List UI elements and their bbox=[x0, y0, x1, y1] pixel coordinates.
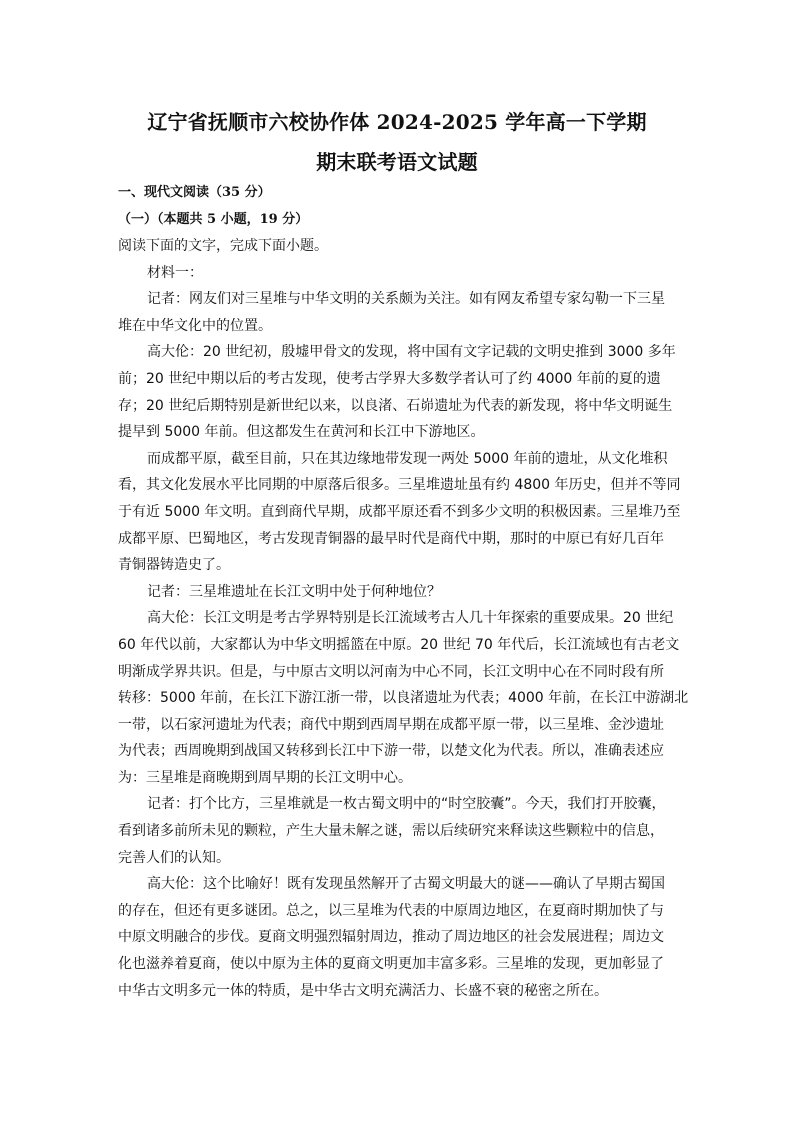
passage-line: 60 年代以前，大家都认为中华文明摇篮在中原。20 世纪 70 年代后，长江流域也有古老文 bbox=[118, 636, 680, 653]
passage-line: 明渐成学界共识。但是，与中原古文明以河南为中心不同，长江文明中心在不同时段有所 bbox=[118, 663, 664, 680]
passage-line: 看，其文化发展水平比同期的中原落后很多。三星堆遗址虽有约 4800 年历史，但并不等同 bbox=[118, 477, 681, 494]
passage-line: 高大伦：20 世纪初，殷墟甲骨文的发现，将中国有文字记载的文明史推到 3000 多年 bbox=[147, 344, 676, 361]
passage-line: 记者：网友们对三星堆与中华文明的关系颇为关注。如有网友希望专家勾勒一下三星 bbox=[147, 291, 665, 308]
passage-line: 完善人们的认知。 bbox=[118, 849, 230, 866]
passage-line: 记者：打个比方，三星堆就是一枚古蜀文明中的“时空胶囊”。今天，我们打开胶囊， bbox=[147, 796, 666, 813]
passage-line: 而成都平原，截至目前，只在其边缘地带发现一两处 5000 年前的遗址，从文化堆积 bbox=[147, 450, 668, 467]
passage-line: 的存在，但还有更多谜团。总之，以三星堆为代表的中原周边地区，在夏商时期加快了与 bbox=[118, 902, 664, 919]
passage-line: 于有近 5000 年文明。直到商代早期，成都平原还看不到多少文明的积极因素。三星堆乃至 bbox=[118, 503, 681, 520]
passage-line: 阅读下面的文字，完成下面小题。 bbox=[118, 238, 328, 254]
passage-line: 看到诸多前所未见的颗粒，产生大量未解之谜，需以后续研究来释读这些颗粒中的信息， bbox=[118, 823, 664, 840]
passage-line: 成都平原、巴蜀地区，考古发现青铜器的最早时代是商代中期，那时的中原已有好几百年 bbox=[118, 530, 664, 547]
passage-line: 前；20 世纪中期以后的考古发现，使考古学界大多数学者认可了约 4000 年前的夏的遗 bbox=[118, 370, 661, 387]
passage-line: 存；20 世纪后期特别是新世纪以来，以良渚、石峁遗址为代表的新发现，将中华文明诞生 bbox=[118, 397, 673, 414]
passage-line: 化也滋养着夏商，使以中原为主体的夏商文明更加丰富多彩。三星堆的发现，更加彰显了 bbox=[118, 956, 664, 973]
passage-line: 提早到 5000 年前。但这都发生在黄河和长江中下游地区。 bbox=[118, 424, 485, 441]
passage-line: 中华古文明多元一体的特质，是中华古文明充满活力、长盛不衰的秘密之所在。 bbox=[118, 982, 608, 999]
section-subheading: （一）（本题共 5 小题，19 分） bbox=[118, 212, 309, 227]
passage-line: 青铜器铸造史了。 bbox=[118, 557, 230, 574]
exam-title-line-1: 辽宁省抚顺市六校协作体 2024-2025 学年高一下学期 bbox=[147, 110, 647, 134]
passage-line: 为：三星堆是商晚期到周早期的长江文明中心。 bbox=[118, 769, 412, 786]
passage-line: 转移：5000 年前，在长江下游江浙一带，以良渚遗址为代表；4000 年前，在长江中游湖北 bbox=[118, 690, 689, 707]
passage-line: 中原文明融合的步伐。夏商文明强烈辐射周边，推动了周边地区的社会发展进程；周边文 bbox=[118, 929, 664, 946]
passage-line: 高大伦：这个比喻好！既有发现虽然解开了古蜀文明最大的谜——确认了早期古蜀国 bbox=[147, 876, 665, 893]
passage-line: 堆在中华文化中的位置。 bbox=[118, 317, 272, 334]
passage-line: 记者：三星堆遗址在长江文明中处于何种地位？ bbox=[147, 583, 441, 600]
exam-title-line-2: 期末联考语文试题 bbox=[316, 150, 478, 174]
section-heading: 一、现代文阅读（35 分） bbox=[118, 185, 271, 200]
passage-line: 材料一： bbox=[147, 264, 203, 281]
passage-line: 高大伦：长江文明是考古学界特别是长江流域考古人几十年探索的重要成果。20 世纪 bbox=[147, 610, 674, 627]
passage-line: 一带，以石家河遗址为代表；商代中期到西周早期在成都平原一带，以三星堆、金沙遗址 bbox=[118, 716, 664, 733]
reading-passage bbox=[118, 233, 689, 1004]
passage-line: 为代表；西周晚期到战国又转移到长江中下游一带，以楚文化为代表。所以，准确表述应 bbox=[118, 743, 664, 760]
